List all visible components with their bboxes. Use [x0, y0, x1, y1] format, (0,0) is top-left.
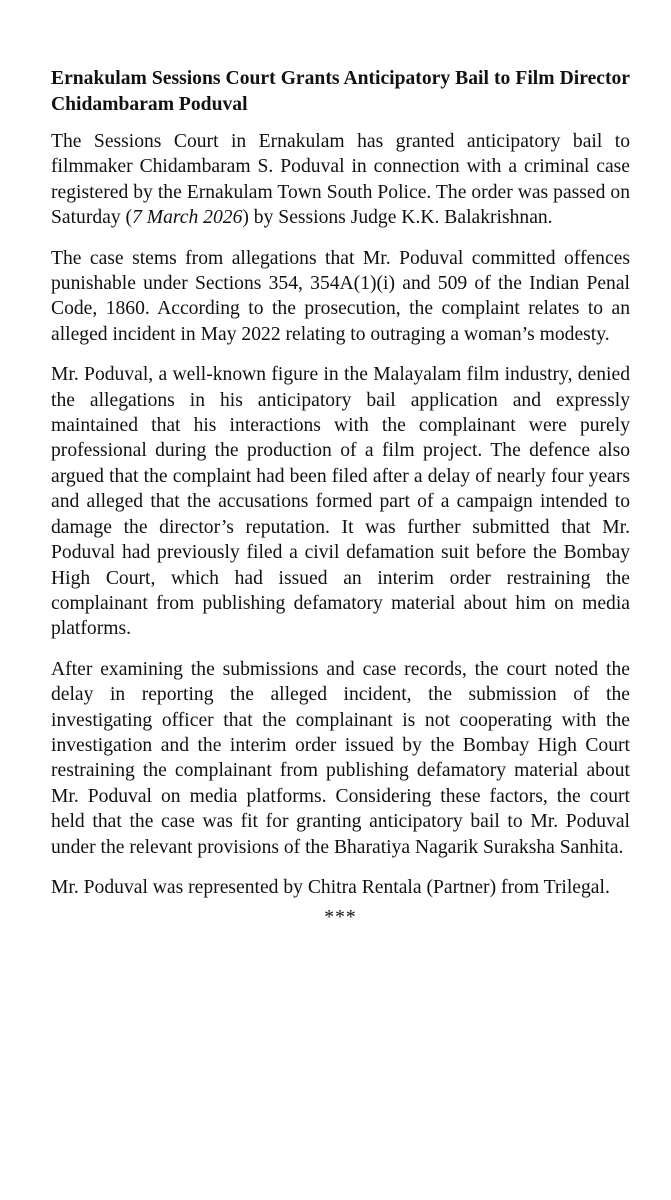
- end-of-article-mark: ***: [324, 907, 357, 929]
- paragraph-3: Mr. Poduval, a well-known figure in the Malayalam film industry, denied the allegations in his anticipatory bail application and expressly maintained that his interactions with the complainant were purely professional during the production of a film project. The defence also argued that the complaint had been filed after a delay of nearly four years and alleged that the accusations formed part of a campaign intended to damage the director’s reputation. It was further submitted that Mr. Poduval had previously filed a civil defamation suit before the Bombay High Court, which had issued an interim order restraining the complainant from publishing defamatory material about him on media platforms.: [51, 364, 630, 640]
- article: [51, 66, 630, 928]
- paragraph-5: Mr. Poduval was represented by Chitra Rentala (Partner) from Trilegal.: [51, 876, 610, 898]
- paragraph-4: After examining the submissions and case records, the court noted the delay in reporting the alleged incident, the submission of the investigating officer that the complainant is not cooperating with the investigation and the interim order issued by the Bombay High Court restraining the complainant from publishing defamatory material about Mr. Poduval on media platforms. Considering these factors, the court held that the case was fit for granting anticipatory bail to Mr. Poduval under the relevant provisions of the Bharatiya Nagarik Suraksha Sanhita.: [51, 658, 630, 858]
- paragraph-1-text-end: ) by Sessions Judge K.K. Balakrishnan.: [242, 207, 553, 229]
- order-date: 7 March 2026: [132, 207, 243, 229]
- paragraph-2: The case stems from allegations that Mr. Poduval committed offences punishable under Sections 354, 354A(1)(i) and 509 of the Indian Penal Code, 1860. According to the prosecution, the complaint relates to an alleged incident in May 2022 relating to outraging a woman’s modesty.: [51, 247, 630, 345]
- paragraph-1-text-start: The Sessions Court in Ernakulam has granted anticipatory bail to filmmaker Chidambaram S. Poduval in connection with a criminal case registered by the Ernakulam Town South Police. The order was passed on Saturday (: [51, 131, 630, 229]
- article-headline: Ernakulam Sessions Court Grants Anticipatory Bail to Film Director Chidambaram Poduval: [51, 68, 630, 115]
- paragraph-1: [51, 129, 630, 231]
